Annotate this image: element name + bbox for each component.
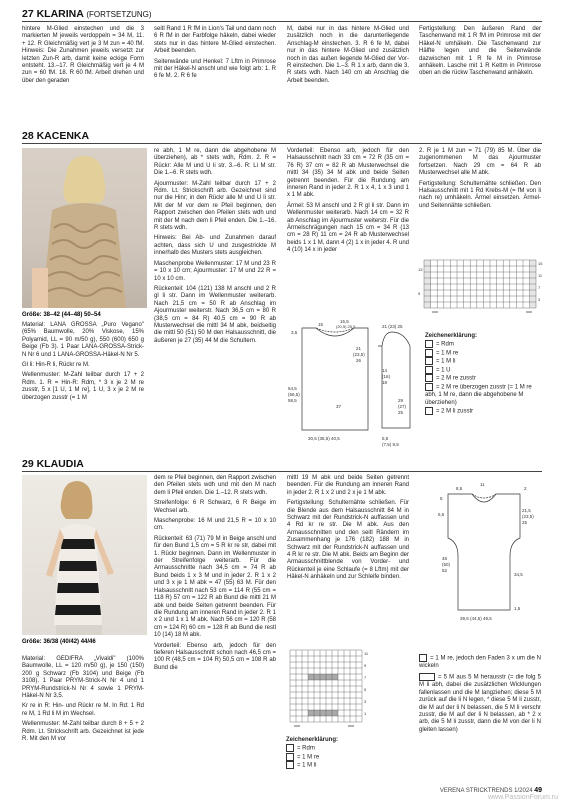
dim-label: 25 — [522, 520, 528, 525]
legend-text: = Rdm — [436, 341, 454, 348]
section-title-text: 28 KACENKA — [22, 130, 90, 142]
dim-label: (7,5) 9,5 — [382, 442, 399, 447]
legend-item — [286, 761, 406, 770]
dim-label: 5 — [440, 496, 443, 501]
section-subtitle: (FORTSETZUNG) — [86, 10, 152, 19]
svg-text:3: 3 — [538, 297, 541, 302]
dim-label: (16) — [382, 374, 391, 379]
svg-text:9: 9 — [364, 663, 367, 668]
dim-label: 21,5 — [522, 508, 531, 513]
dim-label: 15 — [318, 322, 324, 327]
dim-label: 30,5 (35,5) 40,5 — [308, 436, 340, 441]
section-29-title — [22, 458, 84, 470]
k2tog-icon — [425, 374, 433, 382]
size-caption: Größe: 38–42 (44–48) 50–54 — [22, 312, 101, 318]
text-column — [154, 475, 276, 675]
dim-label: 54,5 — [288, 386, 297, 391]
svg-text:5: 5 — [418, 291, 421, 296]
paragraph: dem re Pfeil beginnen, den Rapport zwischen den Pfeilen stets wdh und mit den M nach dem li Pfeil enden. Die 1.–12. R stets wdh. — [154, 475, 276, 496]
dim-label: 21 — [356, 346, 362, 351]
text-column — [22, 322, 144, 405]
dim-label: 14 — [382, 368, 388, 373]
paragraph: M, dabei nur in das hintere M-Glied und zusätzlich noch in die darunterliegende Anschlag-M einstechen. 3. R 6 fe M, dabei nur in das hintere M-Glied und zusätzlich noch in das außen liegende M-Glied der Vor-R einstechen. Die 1.–3. R 1 x arb, dann die 3. R stets wdh. Nach 140 cm ab Anschlag die Arbeit beenden. — [287, 26, 409, 84]
legend-text: = 1 M li — [297, 762, 317, 769]
paragraph: Ärmel: 53 M anschl und 2 R gl li str. Dann im Wellenmuster weiterarb. Nach 14 cm = 32 R ab Anschlag im Ajourmuster weiterstr. Für die Ärmelschrägungen nach 15 cm = 34 R (13 cm = 28 R) 11 cm = 24 R ab Musterwechsel beids 1 x 1 M, dann 4 (2) 1 x in jeder 4. R und 4 (10) 14 x in jeder — [287, 202, 409, 254]
paragraph: Gl li: Hin-R li, Rückr re M. — [22, 362, 90, 369]
text-column — [287, 26, 409, 88]
knit-icon — [425, 349, 433, 357]
svg-text:11: 11 — [364, 651, 369, 656]
dim-label: 39,5 (44,5) 49,5 — [460, 616, 492, 621]
kacenka-photo-illustration — [22, 148, 147, 308]
section-title-text: 29 KLAUDIA — [22, 458, 84, 470]
knit-icon — [286, 753, 294, 761]
purl-icon — [425, 357, 433, 365]
dim-label: 15,5 — [340, 319, 349, 324]
magazine-name: VERENA STRICKTRENDS 1/2024 — [439, 788, 533, 794]
svg-text:1: 1 — [364, 711, 367, 716]
paragraph: Vorderteil: Ebenso arb, jedoch für den tieferen Halsausschnitt schon nach 46,5 cm = 100 R (48,5 cm = 104 R) 50,5 cm = 108 R ab Bund die — [154, 642, 276, 671]
dim-label: 25 — [398, 410, 404, 415]
knitting-chart-28 — [418, 258, 542, 316]
paragraph: Wellenmuster: M-Zahl teilbar durch 8 + 5 + 2 Rdm. Lt. Strickschrift arb. Gezeichnet ist jede R. Mit den M vor — [22, 721, 144, 743]
section-title-text: 27 KLARINA — [22, 8, 84, 20]
legend-text: = 2 M li zusstr — [436, 409, 474, 416]
divider — [22, 21, 542, 22]
dim-label: 6,5 — [438, 512, 445, 517]
legend-text: = 1 U — [436, 367, 451, 374]
paragraph: Material: GEDIFRA „Vivaldi" (100% Baumwolle, LL = 120 m/50 g), je 150 (150) 200 g Schwarz (Fb 3104) und Beige (Fb 3108). 1 Paar PRYM-Strick-N Nr 4 und 1 PRYM-Rundstrick-N Nr 4 sowie 1 PRYM-Häkel-N Nr 3,5. — [22, 656, 144, 700]
legend-text: = 2 M re überzogen zusstr (= 1 M re abh, 1 M re, dann die abgehobene M überziehen) — [425, 384, 532, 407]
schematic-29 — [418, 476, 542, 626]
paragraph: Rückenteil: 63 (71) 79 M in Beige anschl und für den Bund 1,5 cm = 5 R kr re str, dabei mit 1. Rückr beginnen. Dann im Wellenmuster in der Streifenfolge weiterarb. Für die Armausschnitte nach 34,5 cm = 74 R ab Bund beids 1 x 3 M und in jeder 2. R 1 x 2 und 3 x je 1 M abk = 47 (55) 63 M. Für den Halsausschnitt nach 53 cm = 114 R (55 cm = 118 R) 57 cm = 122 R ab Bund die mittl 21 M abk und beide Seiten getrennt beenden. Für die Rundung am inneren Rand in jeder 2. R 1 x 2 und 1 x 1 M abk. Nach 56 cm = 120 R (58 cm = 124 R) 60 cm = 128 R ab Bund die restl 10 (14) 18 M abk. — [154, 535, 276, 639]
size-caption: Größe: 36/38 (40/42) 44/46 — [22, 639, 96, 645]
divider — [22, 143, 542, 144]
svg-text:15: 15 — [538, 261, 543, 266]
text-column — [287, 148, 409, 258]
paragraph: hintere M-Glied einstechen und die 3 markierten M jeweils verdoppeln = 34 M, 11. + 12. R Gleichmäßig vert je 3 M zun = 40 fM. Hinweis: Die Zunahmen jeweils versetzt zur letzten Zun-R arb, damit keine eckige Form entsteht. 13.–17. R Gleichmäßig vert je 4 M zun = 60 fM. 18. R 60 fM. Arbeit drehen und über den geraden — [22, 26, 144, 84]
model-photo — [22, 475, 147, 635]
text-column — [22, 26, 144, 88]
legend-text: = Rdm — [297, 745, 315, 752]
page-number: 49 — [534, 787, 542, 794]
dim-label: (20,5) 25,5 — [336, 324, 356, 329]
dim-label: 52 — [442, 568, 448, 573]
paragraph: seitl Rand 1 R fM in Lion's Tail und dann noch 6 R fM in der Farbfolge häkeln, dabei wieder stets nur in das hintere M-Glied einstechen. Arbeit beenden. — [154, 26, 276, 55]
legend-text: = 1 M re — [297, 754, 320, 761]
svg-text:3: 3 — [364, 699, 367, 704]
paragraph: Maschenprobe: 16 M und 21,5 R = 10 x 10 cm. — [154, 518, 276, 532]
page-footer — [440, 787, 542, 794]
knitting-chart-29 — [286, 648, 374, 730]
svg-text:7: 7 — [364, 675, 367, 680]
legend-item — [425, 374, 541, 383]
legend-item — [425, 340, 541, 349]
text-column — [419, 654, 541, 737]
legend-item — [425, 357, 541, 366]
paragraph: Rückenteil: 104 (121) 138 M anschl und 2 R gl li str. Dann im Wellenmuster weiterarb. Nach 21,5 cm = 50 R ab Anschlag im Ajourmuster weiterstr. Nach 36,5 cm = 80 R (38,5 cm = 84 R) 40,5 cm = 90 R ab Musterwechsel die mittl 34 M abk, beidseitig die mittl 50 (51) 50 M den Halsausschnitt, die äußeren je 27 (35) 44 M die Schultern. — [154, 285, 276, 344]
text-column — [154, 26, 276, 84]
paragraph: Streifenfolge: 6 R Schwarz, 6 R Beige im Wechsel arb. — [154, 500, 276, 514]
section-28-title — [22, 130, 89, 142]
legend-text: = 2 M re zusstr — [436, 375, 476, 382]
legend-item — [425, 383, 541, 408]
dim-label: 1,5 — [514, 606, 521, 611]
p2tog-icon — [425, 407, 433, 415]
note — [419, 654, 541, 670]
legend-item — [425, 349, 541, 358]
paragraph: Vorderteil: Ebenso arb, jedoch für den Halsausschnitt nach 33 cm = 72 R (35 cm = 76 R) 37 cm = 82 R ab Musterwechsel die mittl 34 (35) 34 M abk und beide Seiten getrennt beenden. Für die Rundung am inneren Rand in jeder 2. R 1 x 4, 1 x 3 und 1 x 1 M abk. — [287, 148, 409, 199]
legend-item — [286, 753, 406, 762]
text-column — [154, 148, 276, 348]
dim-label: 58,5 — [288, 398, 297, 403]
skp-icon — [425, 383, 433, 391]
svg-text:7: 7 — [538, 285, 541, 290]
dim-label: 8,5 — [456, 486, 463, 491]
paragraph: Kr re in R: Hin- und Rückr re M. In Rd: 1 Rd re M, 1 Rd li M im Wechsel. — [22, 703, 144, 717]
dim-label: (56,5) — [288, 392, 300, 397]
paragraph: Fertigstellung: Schulternähte schließen. Für die Blende aus dem Halsausschnitt 84 M in Schwarz mit der Rundstrick-N auffassen und 4 Rd kr re str. Die M abk. Aus den Armausschnitten und den seitl Rändern im Zusammenhang je 176 (182) 188 M in Schwarz mit der Rundstrick-N auffassen und 4 R kr re str. Die M abk. Beids am Beginn der Armausschnittblende von Vorder- und Rückenteil je eine Schlaufe (= 8 Lftm) mit der Häkel-N anhäkeln und zur Schleife binden. — [287, 500, 409, 581]
dim-label: 3,5 — [291, 330, 298, 335]
legend-title: Zeichenerklärung: — [425, 333, 478, 339]
klaudia-photo-illustration — [22, 475, 147, 635]
paragraph: mittl 19 M abk und beide Seiten getrennt beenden. Für die Rundung am inneren Rand in jeder 2. R 1 x 2 und 2 x je 1 M abk. — [287, 475, 409, 496]
dim-label: 29 — [398, 398, 404, 403]
dim-label: (23,5) — [522, 514, 534, 519]
svg-text:11: 11 — [538, 273, 543, 278]
legend-item — [286, 744, 406, 753]
paragraph: Maschenprobe Wellenmuster: 17 M und 23 R = 10 x 10 cm; Ajourmuster: 17 M und 22 R = 10 x 10 cm. — [154, 260, 276, 282]
paragraph: Ajourmuster: M-Zahl teilbar durch 17 + 2 Rdm. Lt. Strickschrift arb. Gezeichnet sind nur die Hinr; in den Rückr alle M und U li str. Mit der M vor dem re Pfeil beginnen, den Rapport zwischen den Pfeilen stets wdh und mit der M nach dem li Pfeil enden. Die 1.–16. R stets wdh. — [154, 180, 276, 232]
legend-28 — [425, 332, 541, 416]
legend-title: Zeichenerklärung: — [286, 737, 339, 743]
svg-text:5: 5 — [364, 687, 367, 692]
paragraph: 2. R je 1 M zun = 71 (79) 85 M. Über die zugenommenen M das Ajourmuster fortsetzen. Nach 29 cm = 64 R ab Musterwechsel alle M abk. — [419, 148, 541, 177]
text-column — [287, 475, 409, 585]
text-column — [419, 148, 541, 213]
dim-label: 11 — [480, 482, 485, 487]
paragraph: Seitenwände und Henkel: 7 Lftm in Primrose mit der Häkel-N anschl und wie folgt arb: 1. R 6 fe M. 2. R 6 fe — [154, 58, 276, 80]
schematic-28 — [286, 318, 414, 456]
dim-label: 5,5 — [382, 436, 389, 441]
wrap-stitch-icon — [419, 654, 427, 662]
watermark: www.PassionForum.ru — [487, 794, 558, 801]
dim-label: 21 (23) 25 — [382, 324, 403, 329]
dim-label: (23,5) — [353, 352, 365, 357]
cluster-stitch-icon — [419, 673, 435, 681]
paragraph: Hinweis: Bei Ab- und Zunahmen darauf achten, dass sich U und zusgestrickte M innerhalb des Musters stets ausgleichen. — [154, 235, 276, 257]
dim-label: (27) — [398, 404, 407, 409]
yarn-over-icon — [425, 366, 433, 374]
text-column — [22, 656, 144, 746]
dim-label: 18 — [382, 380, 388, 385]
edge-stitch-icon — [286, 744, 294, 752]
dim-label: 26 — [356, 358, 362, 363]
note — [419, 673, 541, 734]
paragraph: Wellenmuster: M-Zahl teilbar durch 17 + 2 Rdm. 1. R = Hin-R: Rdm, * 3 x je 2 M re zusstr, 5 x [1 U, 1 M re], 1 U, 3 x je 2 M re überzogen zusstr (= 1 M — [22, 372, 144, 401]
dim-label: (50) — [442, 562, 451, 567]
paragraph: Material: LANA GROSSA „Puro Vegano" (65% Baumwolle, 20% Viskose, 15% Polyamid, LL = 90 m/50 g), 550 (600) 650 g Beige (Fb 3). 1 Paar LANA-GROSSA-Strick-N Nr 6 und 1 LANA-GROSSA-Häkel-N Nr 5. — [22, 322, 144, 358]
svg-text:13: 13 — [418, 267, 423, 272]
model-photo — [22, 148, 147, 308]
dim-label: 34,5 — [514, 572, 523, 577]
dim-label: 37 — [336, 404, 342, 409]
divider — [22, 471, 542, 472]
paragraph: re abh, 1 M re, dann die abgehobene M überziehen), ab * stets wdh, Rdm. 2. R = Rückr: Alle M und U li str. 3.–6. R: Li M str. Die 1.–6. R stets wdh. — [154, 148, 276, 177]
note-text: = 1 M re, jedoch den Faden 3 x um die N wickeln — [419, 655, 541, 669]
section-27-title — [22, 8, 152, 20]
legend-text: = 1 M re — [436, 350, 459, 357]
purl-icon — [286, 761, 294, 769]
legend-text: = 1 M li — [436, 358, 456, 365]
text-column — [419, 26, 541, 81]
legend-item — [425, 407, 541, 416]
legend-29 — [286, 736, 406, 770]
paragraph: Fertigstellung: Schulternähte schließen. Den Halsausschnitt mit 1 Rd Krebs-M (= fM von li nach re) umhäkeln. Ärmel einsetzen. Ärmel- und Seitennähte schließen. — [419, 180, 541, 209]
edge-stitch-icon — [425, 340, 433, 348]
paragraph: Fertigstellung: Den äußeren Rand der Taschenwand mit 1 R fM im Primrose mit der Häkel-N umhäkeln. Die Taschenwand zur Hälfte legen und die Seitenwände dazwischen mit 1 R fe M in Primrose anhäkeln. Lasche mit 1 R Kettm in Primrose oben an die rückw Taschenwand anhäkeln. — [419, 26, 541, 77]
note-text: = 5 M aus 5 M herausstr (= die folg 5 M li abh, dabei die zusätzlichen Wicklungen fallenlassen und die M langziehen; diese 5 M zurück auf die li N legen, * diese 5 M li zusstr, die M auf der li N belassen, die 5 M li verschr zusstr, die M auf der li N belassen, ab * 2 x arb, die 5 M li zusstr, dann die M von der li N gleiten lassen) — [419, 674, 541, 733]
dim-label: 2 — [524, 486, 527, 491]
dim-label: 48 — [442, 556, 448, 561]
legend-item — [425, 366, 541, 375]
